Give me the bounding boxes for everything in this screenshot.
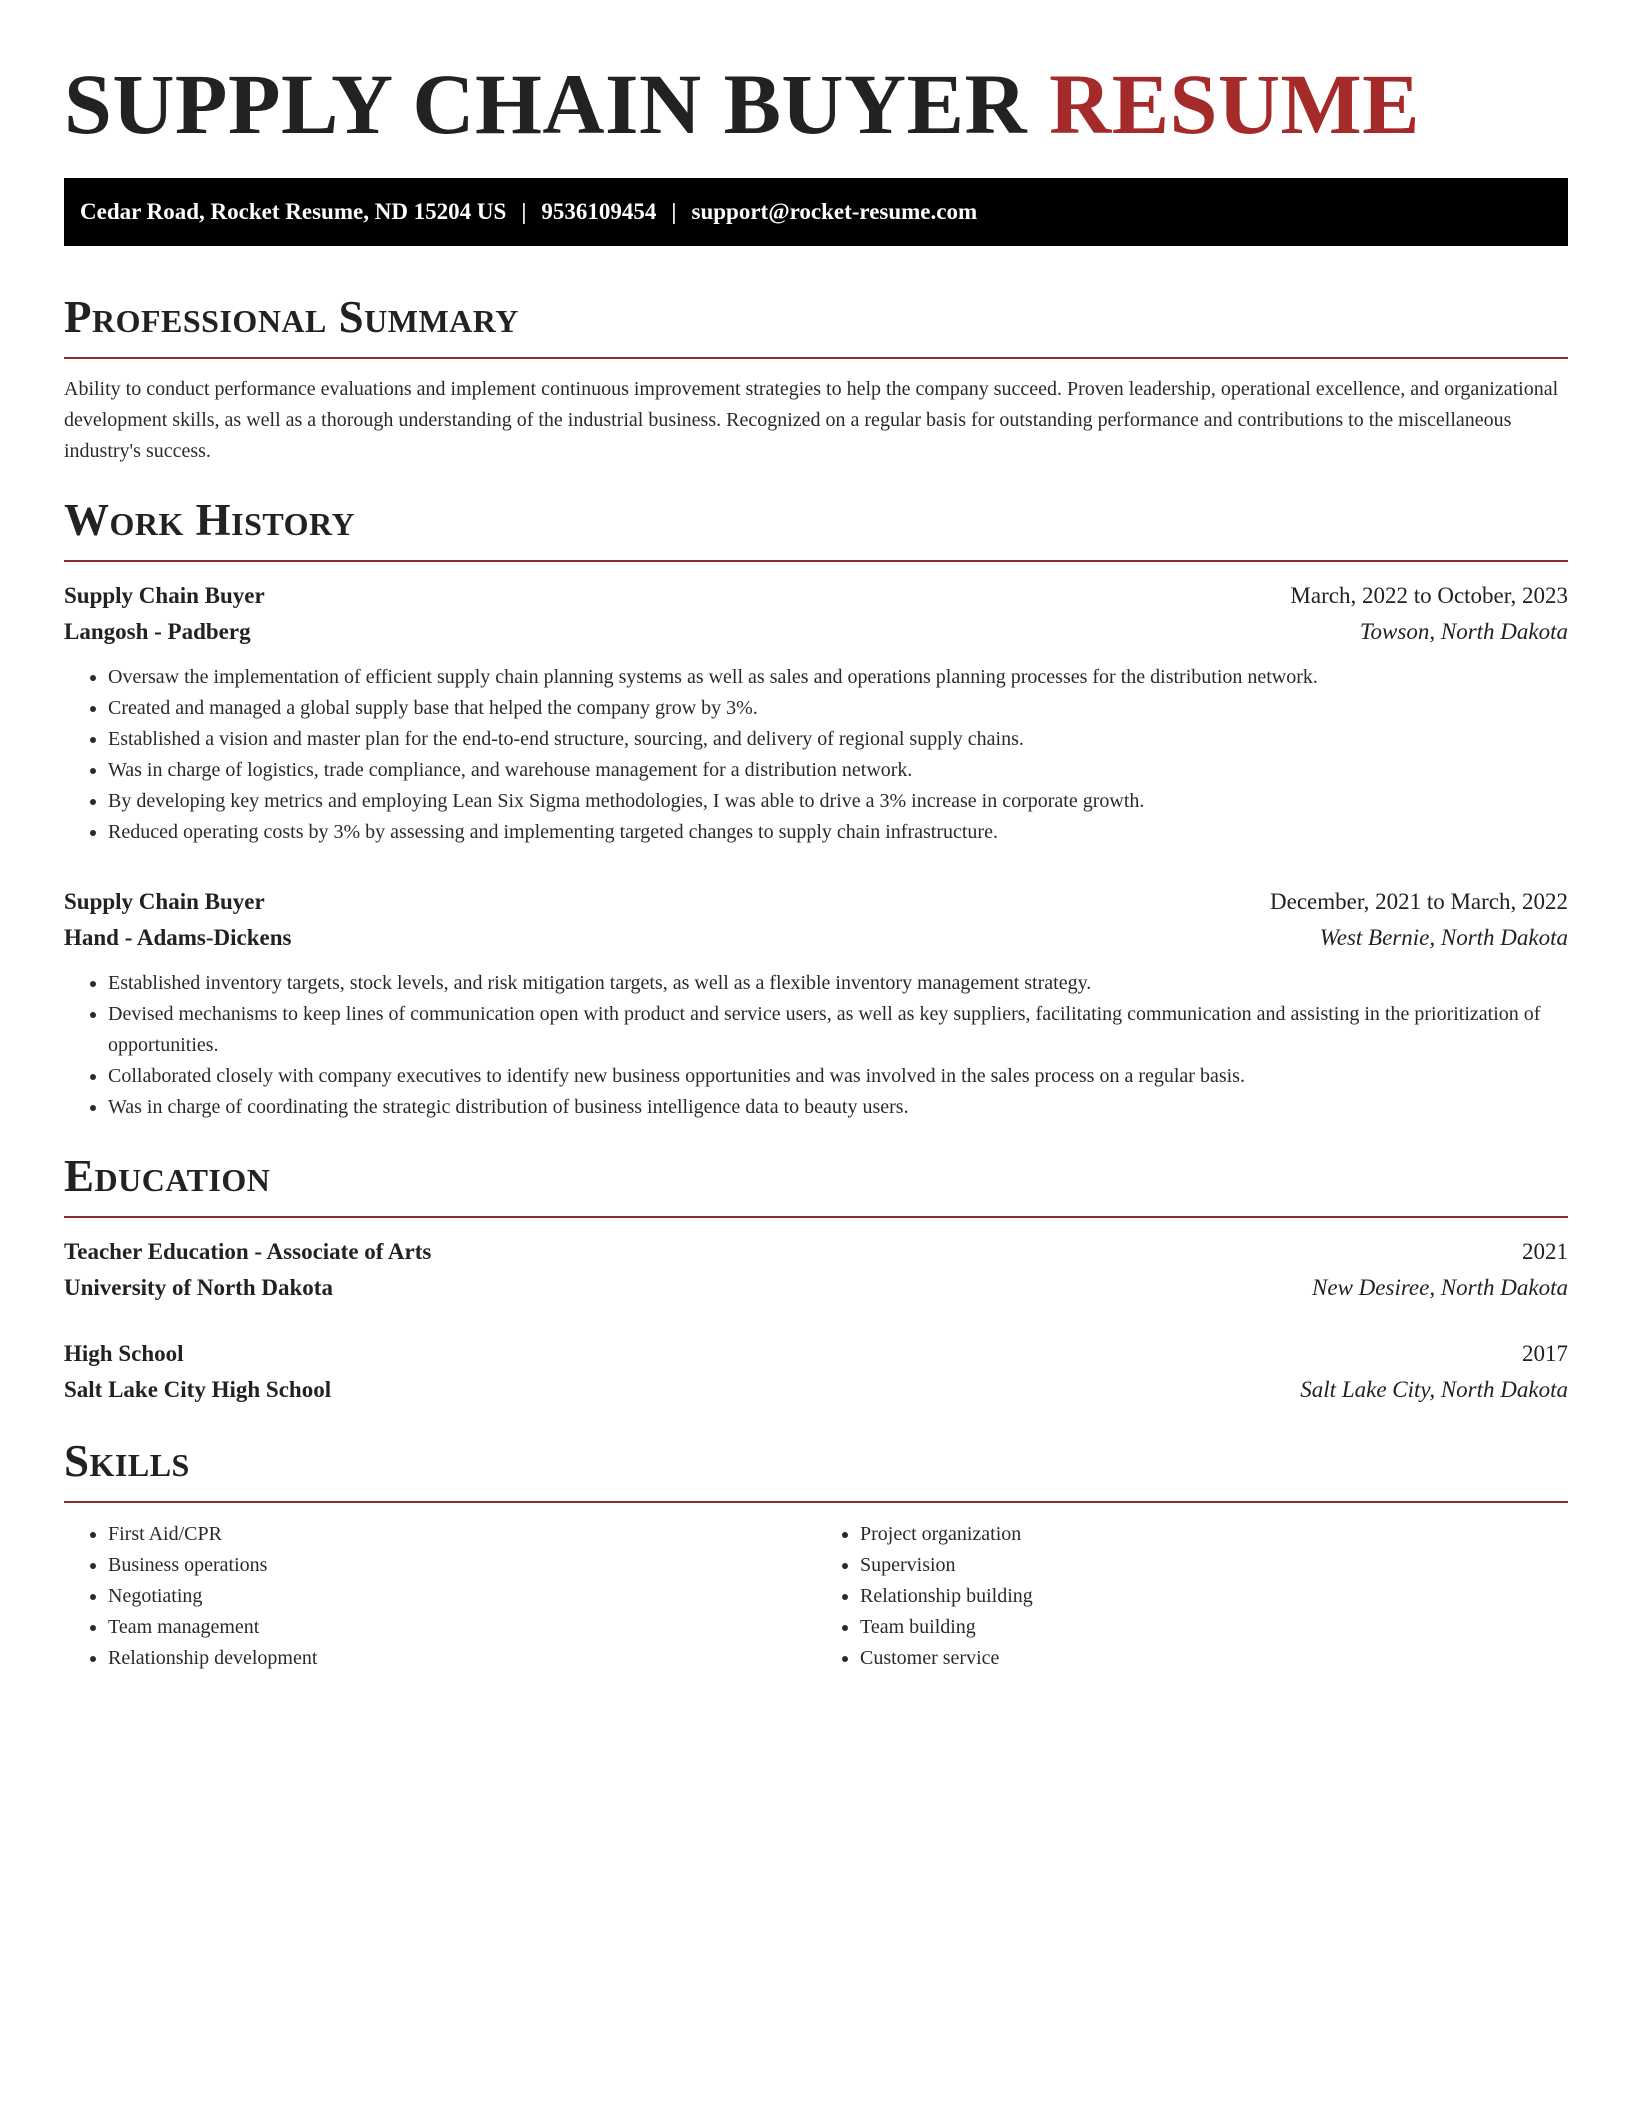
title-accent: RESUME <box>1049 56 1421 152</box>
job-entry <box>64 578 1568 848</box>
skills-list-right <box>816 1519 1568 1674</box>
job-location: West Bernie, North Dakota <box>1319 925 1568 950</box>
section-divider <box>64 1501 1568 1503</box>
section-heading: Professional Summary <box>64 292 519 342</box>
list-item: • Project organization <box>860 1519 1568 1550</box>
section-divider <box>64 1216 1568 1218</box>
education-header-row <box>64 1336 1568 1372</box>
education-school-row <box>64 1270 1568 1306</box>
list-item: • Devised mechanisms to keep lines of communication open with product and service users, as well as key suppliers, facilitating communication and assisting in the prioritization of opportunities. <box>108 999 1568 1061</box>
job-company-row <box>64 920 1568 956</box>
list-item: • Was in charge of coordinating the strategic distribution of business intelligence data to beauty users. <box>108 1092 1568 1123</box>
list-item: • Reduced operating costs by 3% by assessing and implementing targeted changes to supply chain infrastructure. <box>108 817 1568 848</box>
title-main: SUPPLY CHAIN BUYER <box>64 56 1028 152</box>
contact-address: Cedar Road, Rocket Resume, ND 15204 US <box>80 199 507 224</box>
skills-list-left <box>64 1519 816 1674</box>
section-heading: Education <box>64 1151 271 1201</box>
job-dates: March, 2022 to October, 2023 <box>1290 583 1568 608</box>
job-company: Hand - Adams-Dickens <box>64 925 292 950</box>
list-item: • Relationship building <box>860 1581 1568 1612</box>
section-divider <box>64 357 1568 359</box>
list-item: • Customer service <box>860 1643 1568 1674</box>
education-degree: Teacher Education - Associate of Arts <box>64 1239 432 1264</box>
list-item: • Created and managed a global supply base that helped the company grow by 3%. <box>108 693 1568 724</box>
section-divider <box>64 560 1568 562</box>
job-title: Supply Chain Buyer <box>64 889 265 914</box>
education-school: University of North Dakota <box>64 1275 333 1300</box>
list-item: • Collaborated closely with company executives to identify new business opportunities and was involved in the sales process on a regular basis. <box>108 1061 1568 1092</box>
summary-section <box>64 292 1568 467</box>
job-title: Supply Chain Buyer <box>64 583 265 608</box>
education-entry <box>64 1234 1568 1306</box>
contact-phone: 9536109454 <box>541 199 657 224</box>
list-item: • By developing key metrics and employing Lean Six Sigma methodologies, I was able to drive a 3% increase in corporate growth. <box>108 786 1568 817</box>
education-year: 2017 <box>1522 1341 1568 1366</box>
education-location: New Desiree, North Dakota <box>1312 1275 1568 1300</box>
skills-columns <box>64 1519 1568 1674</box>
education-degree: High School <box>64 1341 184 1366</box>
section-heading: Work History <box>64 495 356 545</box>
work-history-section <box>64 495 1568 1123</box>
education-school-row <box>64 1372 1568 1408</box>
list-item: • Was in charge of logistics, trade compliance, and warehouse management for a distribution network. <box>108 755 1568 786</box>
education-year: 2021 <box>1522 1239 1568 1264</box>
section-heading: Skills <box>64 1436 190 1486</box>
list-item: • Team management <box>108 1612 816 1643</box>
list-item: • Team building <box>860 1612 1568 1643</box>
contact-bar <box>64 178 1568 246</box>
job-location: Towson, North Dakota <box>1359 619 1568 644</box>
education-school: Salt Lake City High School <box>64 1377 332 1402</box>
job-header-row <box>64 884 1568 920</box>
job-company: Langosh - Padberg <box>64 619 251 644</box>
list-item: • Business operations <box>108 1550 816 1581</box>
education-location: Salt Lake City, North Dakota <box>1300 1377 1568 1402</box>
education-entry <box>64 1336 1568 1408</box>
list-item: • Oversaw the implementation of efficient supply chain planning systems as well as sales and operations planning processes for the distribution network. <box>108 662 1568 693</box>
job-entry <box>64 884 1568 1123</box>
contact-email: support@rocket-resume.com <box>691 199 978 224</box>
job-bullets <box>64 968 1568 1123</box>
contact-separator: | <box>671 199 677 224</box>
list-item: • Relationship development <box>108 1643 816 1674</box>
summary-text: Ability to conduct performance evaluations and implement continuous improvement strategies to help the company succeed. Proven leadership, operational excellence, and organizational development skills, as well as a thorough understanding of the industrial business. Recognized on a regular basis for outstanding performance and contributions to the miscellaneous industry's success. <box>64 378 1559 462</box>
list-item: • Negotiating <box>108 1581 816 1612</box>
skills-section <box>64 1436 1568 1674</box>
education-header-row <box>64 1234 1568 1270</box>
list-item: • First Aid/CPR <box>108 1519 816 1550</box>
contact-separator: | <box>521 199 527 224</box>
job-bullets <box>64 662 1568 848</box>
list-item: • Established inventory targets, stock levels, and risk mitigation targets, as well as a flexible inventory management strategy. <box>108 968 1568 999</box>
job-header-row <box>64 578 1568 614</box>
list-item: • Established a vision and master plan for the end-to-end structure, sourcing, and delivery of regional supply chains. <box>108 724 1568 755</box>
education-section <box>64 1151 1568 1408</box>
resume-title <box>64 58 1568 150</box>
job-company-row <box>64 614 1568 650</box>
job-dates: December, 2021 to March, 2022 <box>1270 889 1568 914</box>
list-item: • Supervision <box>860 1550 1568 1581</box>
